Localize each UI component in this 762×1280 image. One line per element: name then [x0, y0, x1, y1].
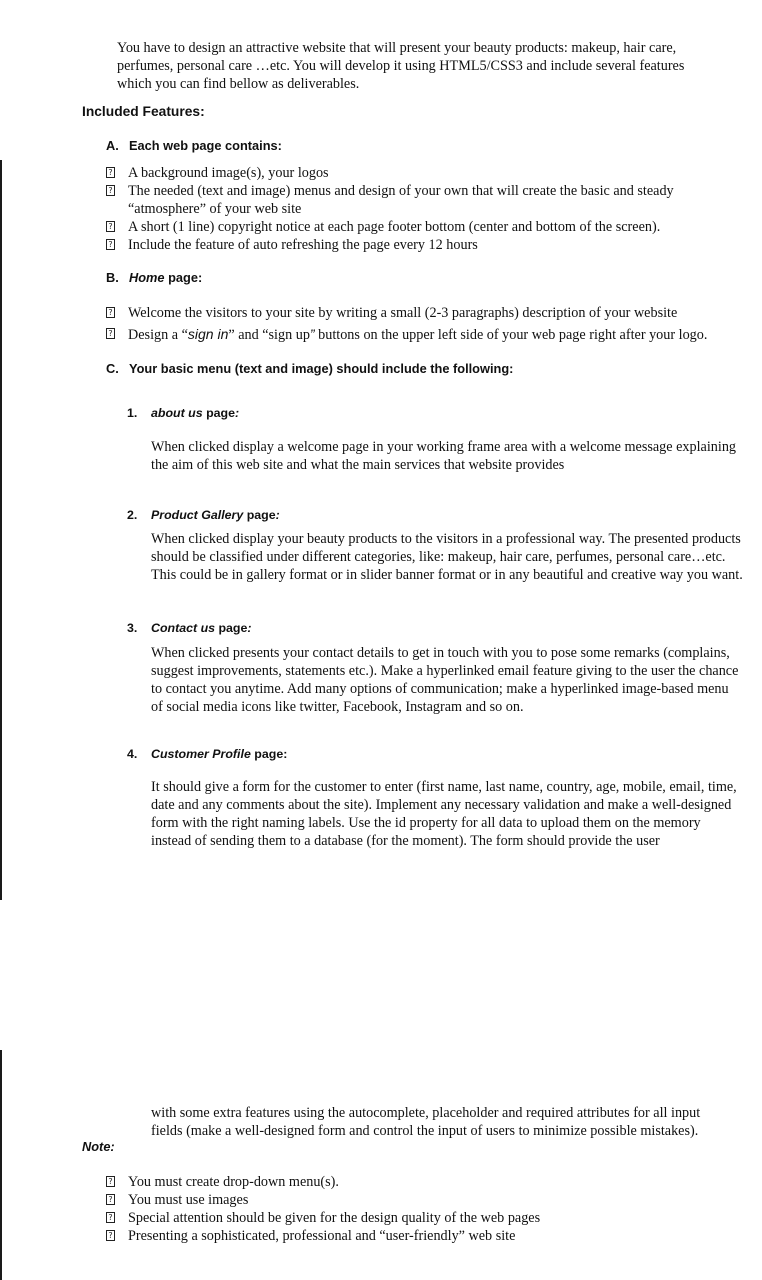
missing-glyph-bullet-icon: ? — [106, 167, 115, 178]
missing-glyph-bullet-icon: ? — [106, 221, 115, 232]
menu-item-3-heading — [127, 619, 252, 637]
menu-item-4-description: It should give a form for the customer to enter (first name, last name, country, age, mobile, email, time, date and any comments about the site). Implement any necessary validation and make a well-designed form with the right naming labels. Use the id property for all data to upload them on the memory instead of sending them to a database (for the moment). The form should provide the user — [151, 779, 737, 849]
list-item-text: You must use images — [128, 1192, 249, 1208]
list-item — [105, 1191, 745, 1209]
list-item — [105, 304, 745, 322]
section-b-heading — [106, 269, 202, 287]
menu-item-number: 1. — [127, 406, 138, 420]
section-a-heading — [106, 137, 282, 155]
intro-paragraph: You have to design an attractive website that will present your beauty products: makeup, hair care, perfumes, personal care …etc. You will develop it using HTML5/CSS3 and include several features which you can find bellow as deliverables. — [117, 40, 685, 92]
menu-item-2-description: When clicked display your beauty products to the visitors in a professional way. The presented products should be classified under different categories, like: makeup, hair care, perfumes, personal care…etc. This could be in gallery format or in slider banner format or in any beautiful and creative way you want. — [151, 531, 743, 583]
list-item — [105, 236, 745, 254]
list-item-text-before: Design a “ — [128, 327, 188, 343]
list-item-text: You must create drop-down menu(s). — [128, 1174, 339, 1190]
list-item-text: A background image(s), your logos — [128, 165, 329, 181]
list-item — [105, 164, 745, 182]
list-item-text: Special attention should be given for the design quality of the web pages — [128, 1210, 541, 1226]
section-c-heading — [106, 360, 513, 378]
menu-item-number: 4. — [127, 747, 138, 761]
section-a-title: Each web page contains: — [129, 138, 282, 153]
menu-item-colon: : — [283, 747, 288, 761]
list-item — [105, 325, 745, 344]
missing-glyph-bullet-icon: ? — [106, 307, 115, 318]
menu-item-1-heading — [127, 404, 239, 422]
missing-glyph-bullet-icon: ? — [106, 1212, 115, 1223]
section-b-title-italic: Home — [129, 270, 165, 285]
section-a-letter: A. — [106, 138, 119, 153]
missing-glyph-bullet-icon: ? — [106, 1230, 115, 1241]
list-item-text: Welcome the visitors to your site by writing a small (2-3 paragraphs) description of your website — [128, 305, 678, 321]
menu-item-colon: : — [235, 406, 240, 420]
menu-item-4-heading — [127, 745, 287, 763]
list-item-text: A short (1 line) copyright notice at each page footer bottom (center and bottom of the screen). — [128, 219, 661, 235]
closing-quote: ” — [309, 326, 315, 342]
included-features-heading: Included Features: — [82, 104, 205, 119]
menu-item-4-continuation: with some extra features using the autocomplete, placeholder and required attributes for all input fields (make a well-designed form and control the input of users to minimize possible mistakes). — [151, 1105, 701, 1139]
list-item-text-after: buttons on the upper left side of your web page right after your logo. — [314, 327, 708, 343]
section-c-title: Your basic menu (text and image) should include the following: — [129, 361, 514, 376]
missing-glyph-bullet-icon: ? — [106, 328, 115, 339]
sign-in-text: sign in — [187, 326, 229, 342]
menu-item-title-rest: page — [215, 621, 248, 635]
section-b-title-rest: page: — [164, 270, 203, 285]
missing-glyph-bullet-icon: ? — [106, 185, 115, 196]
menu-item-title-rest: page — [243, 508, 276, 522]
missing-glyph-bullet-icon: ? — [106, 1194, 115, 1205]
section-a-list — [105, 164, 745, 254]
list-item-text: Presenting a sophisticated, professional and “user-friendly” web site — [128, 1228, 516, 1244]
menu-item-title-italic: Contact us — [151, 621, 216, 635]
menu-item-1-description: When clicked display a welcome page in your working frame area with a welcome message explaining the aim of this web site and what the main services that website provides — [151, 439, 737, 473]
menu-item-title-rest: page — [202, 406, 236, 420]
section-b-list — [105, 304, 745, 344]
page-edge-line-bottom — [0, 1050, 2, 1280]
menu-item-title-italic: Product Gallery — [151, 508, 244, 522]
menu-item-title-italic: about us — [151, 406, 203, 420]
menu-item-number: 2. — [127, 508, 138, 522]
missing-glyph-bullet-icon: ? — [106, 1176, 115, 1187]
list-item — [105, 1227, 745, 1245]
note-list — [105, 1173, 745, 1245]
menu-item-colon: : — [247, 621, 252, 635]
list-item — [105, 1209, 745, 1227]
list-item — [105, 182, 745, 218]
menu-item-number: 3. — [127, 621, 138, 635]
list-item-text-middle: ” and “sign up — [228, 327, 310, 343]
note-heading: Note: — [82, 1139, 115, 1154]
list-item-text: The needed (text and image) menus and design of your own that will create the basic and steady “atmosphere” of your web site — [128, 183, 674, 217]
menu-item-3-description: When clicked presents your contact details to get in touch with you to pose some remarks (complains, suggest improvements, statements etc.). Make a hyperlinked email feature giving to the user the chance to contact you anytime. Add many options of communication; make a hyperlinked image-based menu of social media icons like twitter, Facebook, Instagram and so on. — [151, 645, 739, 715]
menu-item-2-heading — [127, 506, 280, 524]
menu-item-title-italic: Customer Profile — [151, 747, 251, 761]
menu-item-colon: : — [275, 508, 280, 522]
menu-item-title-rest: page — [250, 747, 284, 761]
missing-glyph-bullet-icon: ? — [106, 239, 115, 250]
list-item — [105, 218, 745, 236]
list-item — [105, 1173, 745, 1191]
page-edge-line-top — [0, 160, 2, 900]
section-c-letter: C. — [106, 361, 119, 376]
list-item-text: Include the feature of auto refreshing the page every 12 hours — [128, 237, 478, 253]
section-b-letter: B. — [106, 270, 119, 285]
